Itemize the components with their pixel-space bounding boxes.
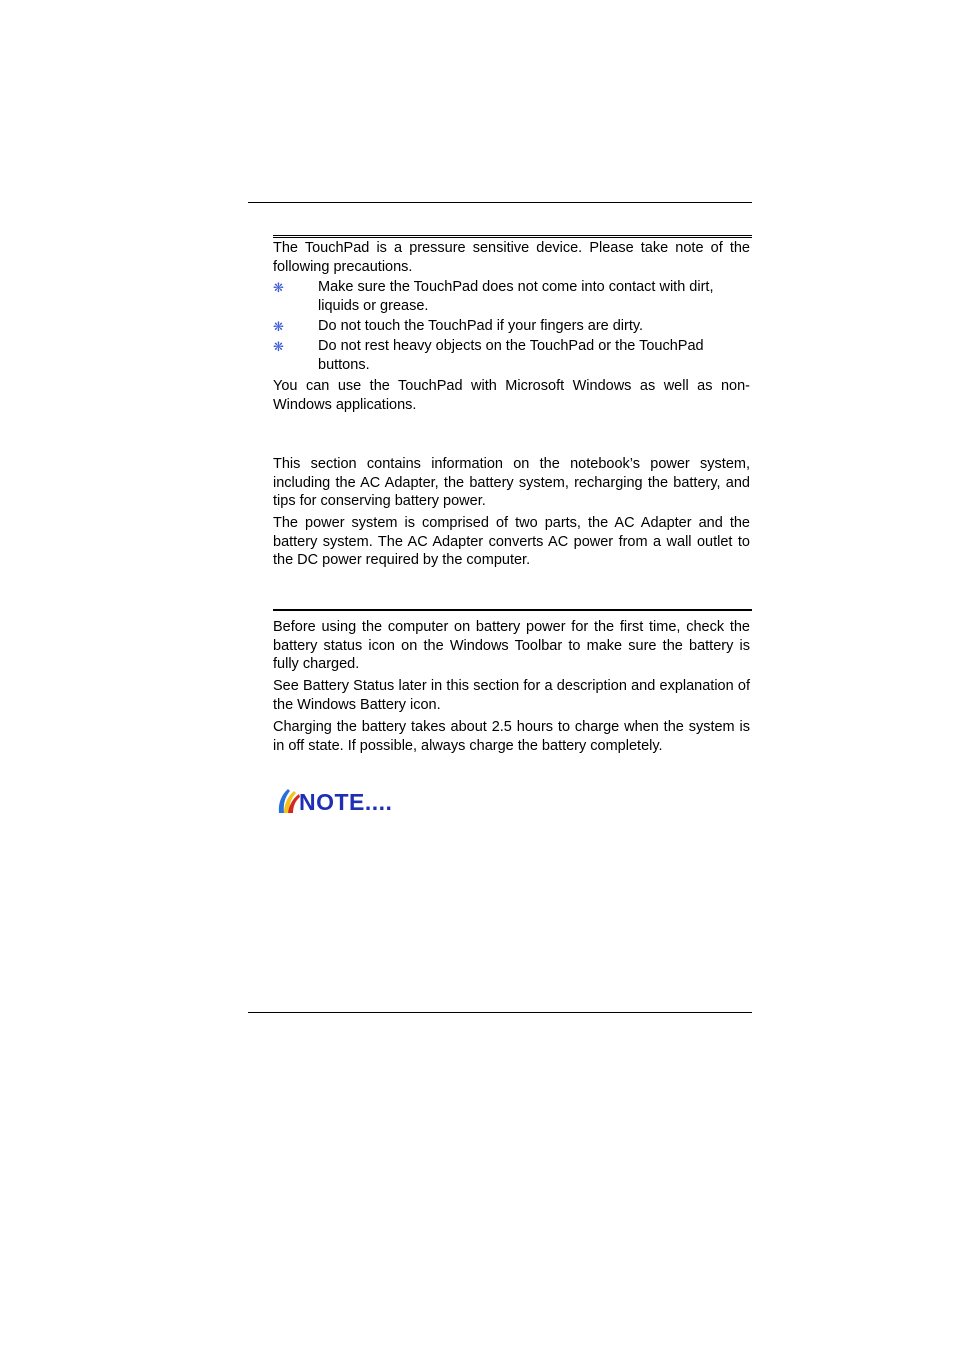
touchpad-closing: You can use the TouchPad with Microsoft Windows as well as non-Windows applications. xyxy=(273,378,750,413)
battery-paragraph-3: Charging the battery takes about 2.5 hours to charge when the system is in off state. If possible, always charge the battery completely. xyxy=(273,719,750,754)
header-rule xyxy=(248,202,752,203)
precaution-item xyxy=(273,337,750,375)
touchpad-section-rule xyxy=(273,235,752,238)
snowflake-bullet-icon: ❋ xyxy=(273,319,284,334)
power-system-paragraph: The power system is comprised of two parts, the AC Adapter and the battery system. The AC Adapter converts AC power from a wall outlet to the DC power required by the computer. xyxy=(273,515,750,569)
precaution-item xyxy=(273,317,750,336)
footer-rule xyxy=(248,1012,752,1013)
touchpad-intro: The TouchPad is a pressure sensitive device. Please take note of the following precautions. xyxy=(273,240,750,275)
snowflake-bullet-icon: ❋ xyxy=(273,280,284,295)
note-pen-icon xyxy=(275,786,415,816)
snowflake-bullet-icon: ❋ xyxy=(273,339,284,354)
power-intro-paragraph: This section contains information on the notebook’s power system, including the AC Adapter, the battery system, recharging the battery, and tips for conserving battery power. xyxy=(273,456,750,510)
note-label: NOTE.... xyxy=(299,789,393,815)
note-logo xyxy=(275,786,415,816)
precaution-text: Do not rest heavy objects on the TouchPad or the TouchPad buttons. xyxy=(318,338,704,373)
battery-paragraph-1: Before using the computer on battery power for the first time, check the battery status icon on the Windows Toolbar to make sure the battery is fully charged. xyxy=(273,619,750,673)
precaution-text: Do not touch the TouchPad if your fingers are dirty. xyxy=(318,318,644,334)
battery-section-rule xyxy=(273,609,752,611)
precaution-text: Make sure the TouchPad does not come into contact with dirt, liquids or grease. xyxy=(318,279,714,314)
battery-paragraph-2: See Battery Status later in this section for a description and explanation of the Windows Battery icon. xyxy=(273,678,750,713)
precaution-item xyxy=(273,278,750,316)
